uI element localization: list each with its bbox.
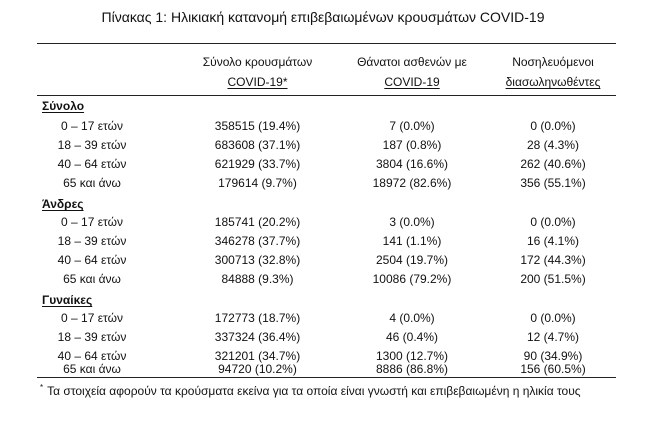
table-row (0, 119, 646, 137)
section-title-men: Άνδρες (42, 197, 84, 211)
header-deaths-line2: COVID-19 (384, 75, 440, 89)
row-label: 40 – 64 ετών (57, 253, 127, 267)
table-row (0, 176, 646, 194)
table-top-rule (37, 43, 616, 44)
cell-cases: 185741 (20.2%) (214, 215, 301, 229)
cell-deaths: 7 (0.0%) (389, 119, 435, 133)
table-row (0, 311, 646, 329)
cell-cases: 346278 (37.7%) (214, 234, 301, 248)
table-row (0, 253, 646, 271)
row-label: 18 – 39 ετών (57, 138, 127, 152)
cell-cases: 179614 (9.7%) (218, 176, 297, 190)
header-intubated-line1: Νοσηλευόμενοι (512, 55, 594, 69)
cell-deaths: 1300 (12.7%) (375, 349, 449, 363)
table-row (0, 330, 646, 348)
cell-intubated: 172 (44.3%) (520, 253, 586, 267)
cell-intubated: 28 (4.3%) (526, 138, 580, 152)
cell-cases: 337324 (36.4%) (214, 330, 301, 344)
table-title: Πίνακας 1: Ηλικιακή κατανομή επιβεβαιωμένων κρουσμάτων COVID-19 (101, 9, 545, 25)
table-row (0, 138, 646, 156)
cell-deaths: 2504 (19.7%) (375, 253, 449, 267)
row-label: 65 και άνω (63, 176, 121, 190)
cell-cases: 84888 (9.3%) (221, 272, 294, 286)
header-rule (37, 95, 616, 96)
row-label: 65 και άνω (63, 362, 121, 376)
header-deaths (342, 52, 482, 92)
header-total-cases-line2: COVID-19* (227, 75, 288, 89)
row-label: 40 – 64 ετών (57, 157, 127, 171)
row-label: 65 και άνω (63, 272, 121, 286)
header-intubated-line2: διασωληνωθέντες (505, 75, 601, 89)
cell-deaths: 10086 (79.2%) (372, 272, 452, 286)
section-title-women: Γυναίκες (42, 293, 93, 307)
header-total-cases-line1: Σύνολο κρουσμάτων (202, 55, 313, 69)
header-total-cases (180, 52, 335, 92)
cell-intubated: 200 (51.5%) (520, 272, 586, 286)
cell-intubated: 12 (4.7%) (526, 330, 580, 344)
cell-cases: 683608 (37.1%) (214, 138, 301, 152)
cell-intubated: 0 (0.0%) (530, 311, 576, 325)
header-deaths-line1: Θάνατοι ασθενών με (357, 55, 467, 69)
footnote-marker: * (40, 383, 44, 392)
cell-deaths: 3804 (16.6%) (375, 157, 449, 171)
cell-deaths: 8886 (86.8%) (375, 362, 449, 376)
table-row (0, 234, 646, 252)
footnote (40, 383, 581, 398)
cell-intubated: 156 (60.5%) (520, 362, 586, 376)
row-label: 18 – 39 ετών (57, 234, 127, 248)
row-label: 18 – 39 ετών (57, 330, 127, 344)
cell-cases: 172773 (18.7%) (214, 311, 301, 325)
cell-deaths: 187 (0.8%) (382, 138, 442, 152)
cell-cases: 321201 (34.7%) (214, 349, 301, 363)
cell-deaths: 46 (0.4%) (385, 330, 439, 344)
row-label: 0 – 17 ετών (61, 119, 123, 133)
footnote-text: Τα στοιχεία αφορούν τα κρούσματα εκείνα για τα οποία είναι γνωστή και επιβεβαιωμένη η ηλικία τους (47, 384, 581, 398)
cell-deaths: 3 (0.0%) (389, 215, 435, 229)
table-row (0, 272, 646, 290)
cell-cases: 358515 (19.4%) (214, 119, 301, 133)
table-row (0, 215, 646, 233)
cell-cases: 94720 (10.2%) (218, 362, 297, 376)
cell-intubated: 356 (55.1%) (520, 176, 586, 190)
cell-intubated: 90 (34.9%) (523, 349, 583, 363)
table-bottom-rule (37, 377, 616, 378)
cell-intubated: 0 (0.0%) (530, 215, 576, 229)
cell-intubated: 262 (40.6%) (520, 157, 586, 171)
row-label: 0 – 17 ετών (61, 215, 123, 229)
cell-deaths: 18972 (82.6%) (372, 176, 452, 190)
cell-deaths: 4 (0.0%) (389, 311, 435, 325)
table-row (0, 157, 646, 175)
cell-intubated: 0 (0.0%) (530, 119, 576, 133)
cell-cases: 300713 (32.8%) (214, 253, 301, 267)
cell-deaths: 141 (1.1%) (382, 234, 442, 248)
section-title-total: Σύνολο (42, 99, 85, 113)
row-label: 40 – 64 ετών (57, 349, 127, 363)
header-intubated (483, 52, 623, 92)
cell-intubated: 16 (4.1%) (526, 234, 580, 248)
row-label: 0 – 17 ετών (61, 311, 123, 325)
cell-cases: 621929 (33.7%) (214, 157, 301, 171)
